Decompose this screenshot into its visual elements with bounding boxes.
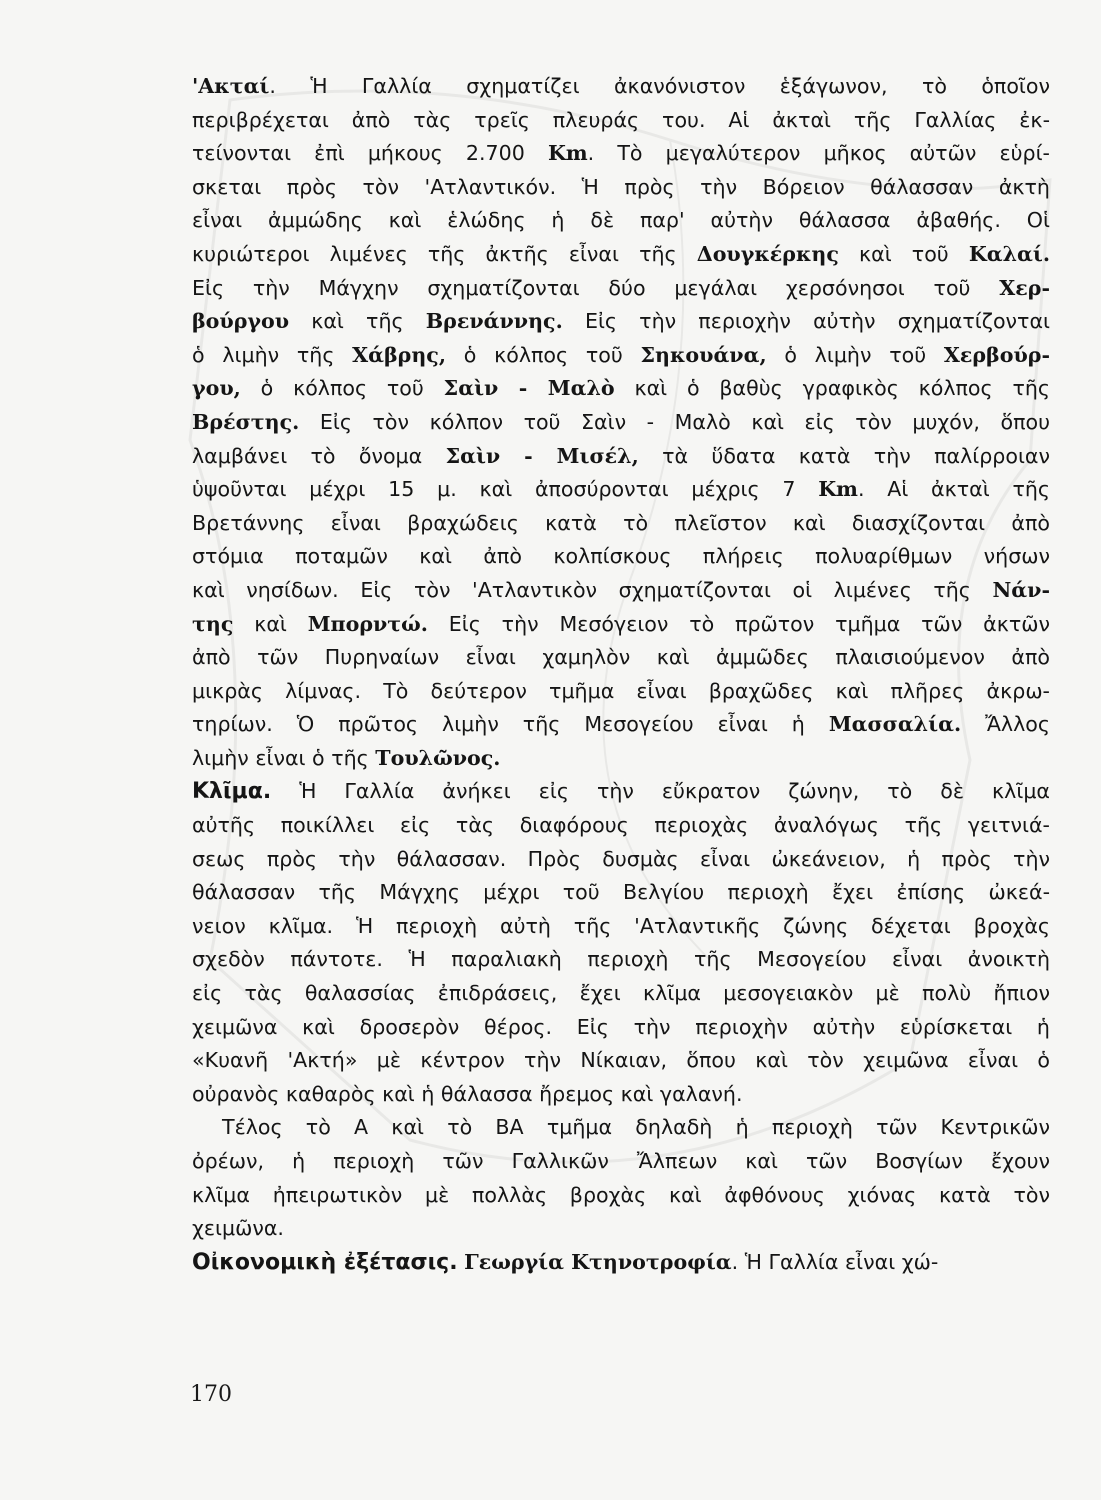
text-line	[192, 204, 1050, 238]
text-run: ὀρέων, ἡ περιοχὴ τῶν Γαλλικῶν Ἄλπεων καὶ τῶν Βοσγίων ἔχουν	[192, 1149, 1050, 1173]
bold-term: Σηκουάνα,	[640, 342, 767, 367]
text-line	[192, 675, 1050, 709]
bold-term: Km	[547, 141, 588, 166]
text-run: καὶ ὁ βαθὺς γραφικὸς κόλπος τῆς	[614, 376, 1050, 401]
text-run: ὁ λιμὴν τῆς	[192, 342, 353, 367]
page-number: 170	[190, 1382, 232, 1407]
text-run: κλῖμα ἠπειρωτικὸν μὲ πολλὰς βροχὰς καὶ ἀφθόνους χιόνας κατὰ τὸν	[192, 1182, 1050, 1207]
text-line	[192, 70, 1050, 104]
text-line	[192, 272, 1050, 306]
section-heading: Κλῖμα.	[192, 779, 272, 805]
text-run: χειμῶνα καὶ δροσερὸν θέρος. Εἰς τὴν περιοχὴν αὐτὴν εὑρίσκεται ἡ	[192, 1014, 1050, 1039]
bold-term: βούργου	[192, 309, 290, 334]
text-run: Τέλος τὸ Α καὶ τὸ ΒΑ τμῆμα δηλαδὴ ἡ περιοχὴ τῶν Κεντρικῶν	[222, 1115, 1050, 1140]
bold-term: Βρέστης.	[192, 409, 300, 434]
text-run: χειμῶνα.	[192, 1216, 284, 1241]
text-run: περιβρέχεται ἀπὸ τὰς τρεῖς πλευράς του. Αἱ ἀκταὶ τῆς Γαλλίας ἐκ-	[192, 107, 1050, 132]
bold-term: Χερ-	[999, 275, 1050, 300]
text-run: σχεδὸν πάντοτε. Ἡ παραλιακὴ περιοχὴ τῆς Μεσογείου εἶναι ἀνοικτὴ	[192, 947, 1050, 972]
text-line	[192, 171, 1050, 205]
text-line	[192, 708, 1050, 742]
text-run: ὁ λιμὴν τοῦ	[766, 342, 944, 367]
text-run: οὐρανὸς καθαρὸς καὶ ἡ θάλασσα ἤρεμος καὶ γαλανή.	[192, 1081, 743, 1106]
text-run: Εἰς τὴν Μάγχην σχηματίζονται δύο μεγάλαι χερσόνησοι τοῦ	[192, 275, 1000, 300]
text-line	[192, 977, 1050, 1011]
text-run: σκεται πρὸς τὸν 'Ατλαντικόν. Ἡ πρὸς τὴν Βόρειον θάλασσαν ἀκτὴ	[192, 174, 1050, 199]
text-run: κυριώτεροι λιμένες τῆς ἀκτῆς εἶναι τῆς	[192, 241, 697, 266]
text-line	[192, 1179, 1050, 1213]
text-run: . Ἡ Γαλλία εἶναι χώ-	[731, 1249, 939, 1274]
text-run: στόμια ποταμῶν καὶ ἀπὸ κολπίσκους πλήρεις πολυαρίθμων νήσων	[192, 544, 1050, 569]
text-run: ὑψοῦνται μέχρι 15 μ. καὶ ἀποσύρονται μέχρις 7	[192, 477, 819, 502]
bold-term: Km	[818, 477, 858, 502]
text-line	[192, 1212, 1050, 1246]
text-line	[192, 540, 1050, 574]
paragraph-klima	[192, 775, 1050, 1111]
text-run: εἶναι ἀμμώδης καὶ ἑλώδης ἡ δὲ παρ' αὐτὴν θάλασσα ἀβαθής. Οἱ	[192, 208, 1050, 233]
text-run: λιμὴν εἶναι ὁ τῆς	[192, 745, 376, 770]
text-run: Ἡ Γαλλία ἀνήκει εἰς τὴν εὔκρατον ζώνην, τὸ δὲ κλῖμα	[271, 779, 1050, 804]
text-run: Ἄλλος	[961, 712, 1050, 737]
bold-term: γου,	[192, 376, 241, 401]
text-line	[192, 641, 1050, 675]
text-run: τὰ ὕδατα κατὰ τὴν παλίρροιαν	[638, 443, 1051, 468]
bold-term: Μασσαλία.	[828, 712, 962, 737]
text-line	[192, 1078, 1050, 1112]
bold-term: Τουλῶνος.	[375, 745, 501, 770]
text-run: Εἰς τὸν κόλπον τοῦ Σαὶν - Μαλὸ καὶ εἰς τὸν μυχόν, ὅπου	[299, 409, 1050, 434]
text-run: καὶ τοῦ	[838, 241, 969, 266]
text-run: ἀπὸ τῶν Πυρηναίων εἶναι χαμηλὸν καὶ ἀμμῶδες πλαισιούμενον ἀπὸ	[192, 645, 1050, 670]
text-line	[192, 1011, 1050, 1045]
paragraph-oikonomiki	[192, 1246, 1050, 1280]
text-run: καὶ νησίδων. Εἰς τὸν 'Ατλαντικὸν σχηματίζονται οἱ λιμένες τῆς	[192, 577, 993, 602]
bold-term: Βρενάννης.	[425, 309, 563, 334]
text-run: ὁ κόλπος τοῦ	[240, 376, 444, 401]
text-run: Εἰς τὴν Μεσόγειον τὸ πρῶτον τμῆμα τῶν ἀκτῶν	[427, 611, 1050, 636]
bold-term: Καλαί.	[968, 241, 1050, 266]
text-line	[192, 372, 1050, 406]
text-run: λαμβάνει τὸ ὄνομα	[192, 443, 446, 468]
text-line	[192, 238, 1050, 272]
bold-term: Σαὶν - Μισέλ,	[445, 443, 639, 468]
bold-term: Σαὶν - Μαλὸ	[443, 376, 615, 401]
text-run: . Τὸ μεγαλύτερον μῆκος αὐτῶν εὑρί-	[587, 141, 1050, 166]
paragraph-aktai	[192, 70, 1050, 775]
text-line	[192, 339, 1050, 373]
text-line	[192, 943, 1050, 977]
text-line	[192, 608, 1050, 642]
text-line	[192, 507, 1050, 541]
text-run: «Κυανῆ 'Ακτή» μὲ κέντρον τὴν Νίκαιαν, ὅπου καὶ τὸν χειμῶνα εἶναι ὁ	[192, 1048, 1050, 1073]
text-run: Βρετάννης εἶναι βραχώδεις κατὰ τὸ πλεῖστον καὶ διασχίζονται ἀπὸ	[192, 510, 1050, 535]
text-run: μικρὰς λίμνας. Τὸ δεύτερον τμῆμα εἶναι βραχῶδες καὶ πλῆρες ἀκρω-	[192, 678, 1050, 703]
text-run: εἰς τὰς θαλασσίας ἐπιδράσεις, ἔχει κλῖμα μεσογειακὸν μὲ πολὺ ἤπιον	[192, 981, 1050, 1006]
paragraph-telos	[192, 1111, 1050, 1245]
text-line	[192, 1044, 1050, 1078]
bold-term: Δουγκέρκης	[696, 241, 839, 266]
bold-term: της	[192, 611, 234, 636]
text-run: σεως πρὸς τὴν θάλασσαν. Πρὸς δυσμὰς εἶναι ὠκεάνειον, ἡ πρὸς τὴν	[192, 846, 1050, 871]
text-run: τηρίων. Ὁ πρῶτος λιμὴν τῆς Μεσογείου εἶναι ἡ	[192, 712, 829, 737]
text-run: . Αἱ ἀκταὶ τῆς	[857, 477, 1050, 502]
text-line	[192, 104, 1050, 138]
text-run: Εἰς τὴν περιοχὴν αὐτὴν σχηματίζονται	[562, 309, 1050, 334]
text-line	[192, 876, 1050, 910]
text-line	[192, 809, 1050, 843]
body-text	[192, 70, 1050, 1279]
text-line	[192, 843, 1050, 877]
text-line	[192, 473, 1050, 507]
text-run: νειον κλῖμα. Ἡ περιοχὴ αὐτὴ τῆς 'Ατλαντικῆς ζώνης δέχεται βροχὰς	[192, 913, 1050, 938]
text-run: αὐτῆς ποικίλλει εἰς τὰς διαφόρους περιοχὰς ἀναλόγως τῆς γειτνιά-	[192, 813, 1050, 838]
bold-term: Νάν-	[992, 577, 1050, 602]
text-line	[192, 440, 1050, 474]
text-line	[192, 910, 1050, 944]
text-line	[192, 305, 1050, 339]
text-run: τείνονται ἐπὶ μήκους 2.700	[192, 141, 548, 166]
text-run: καὶ τῆς	[289, 309, 426, 334]
text-line	[192, 775, 1050, 809]
text-line	[192, 1111, 1050, 1145]
text-run: ὁ κόλπος τοῦ	[446, 342, 641, 367]
bold-term: Χάβρης,	[352, 342, 447, 367]
bold-term: Χερβούρ-	[943, 342, 1050, 367]
section-heading: Οἰκονομικὴ ἐξέτασις.	[192, 1249, 458, 1275]
text-line	[192, 742, 1050, 776]
text-line	[192, 137, 1050, 171]
text-line	[192, 1145, 1050, 1179]
text-run: . Ἡ Γαλλία σχηματίζει ἀκανόνιστον ἑξάγωνον, τὸ ὁποῖον	[269, 74, 1050, 98]
text-run: καὶ	[233, 611, 308, 636]
bold-term: Γεωργία Κτηνοτροφία	[464, 1249, 732, 1274]
text-run: θάλασσαν τῆς Μάγχης μέχρι τοῦ Βελγίου περιοχὴ ἔχει ἐπίσης ὠκεά-	[192, 880, 1050, 905]
text-line	[192, 406, 1050, 440]
bold-term: Μπορντώ.	[307, 611, 428, 636]
text-line	[192, 1246, 1050, 1280]
bold-term: 'Ακταί	[192, 74, 270, 98]
text-line	[192, 574, 1050, 608]
